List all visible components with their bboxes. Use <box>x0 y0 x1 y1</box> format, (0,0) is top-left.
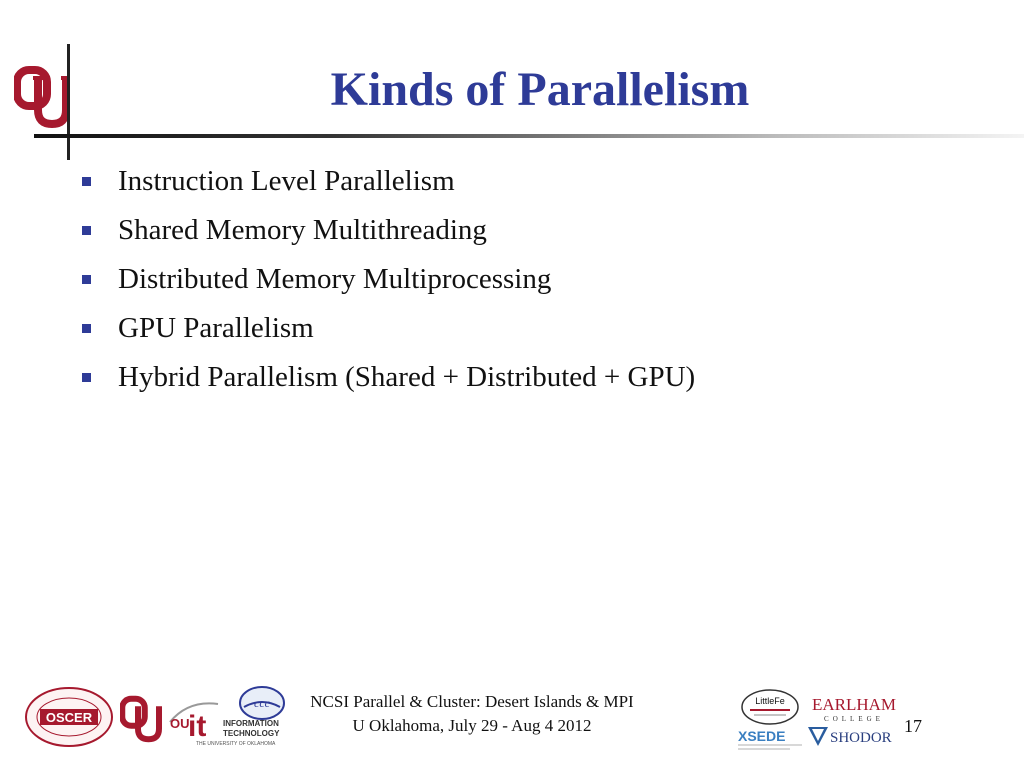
svg-text:THE UNIVERSITY OF OKLAHOMA: THE UNIVERSITY OF OKLAHOMA <box>196 741 276 747</box>
littlefe-logo-icon <box>740 688 800 726</box>
header-vertical-rule <box>67 44 70 160</box>
bullet-text: Shared Memory Multithreading <box>118 214 487 246</box>
ou-logo-icon <box>14 62 70 132</box>
list-item <box>80 358 695 407</box>
ou-footer-logo-icon <box>120 690 162 748</box>
bullet-text: Hybrid Parallelism (Shared + Distributed + GPU) <box>118 361 696 393</box>
svg-text:COLLEGE: COLLEGE <box>824 715 884 723</box>
footer-line-1: NCSI Parallel & Cluster: Desert Islands & MPI <box>310 692 634 711</box>
svg-text:XSEDE: XSEDE <box>738 728 786 744</box>
bullet-square-icon <box>82 226 91 235</box>
svg-text:LittleFe: LittleFe <box>755 696 785 706</box>
svg-text:SHODOR: SHODOR <box>830 730 892 746</box>
bullet-square-icon <box>82 275 91 284</box>
svg-text:EARLHAM: EARLHAM <box>811 695 897 714</box>
list-item <box>80 260 695 309</box>
svg-text:ccc: ccc <box>254 696 270 710</box>
shodor-logo-icon <box>806 724 904 748</box>
svg-text:OU: OU <box>170 716 190 731</box>
list-item <box>80 211 695 260</box>
bullet-square-icon <box>82 373 91 382</box>
bullet-list <box>80 162 695 407</box>
earlham-logo-icon <box>806 694 902 724</box>
svg-text:TECHNOLOGY: TECHNOLOGY <box>223 729 280 738</box>
bullet-text: Instruction Level Parallelism <box>118 165 455 197</box>
header-horizontal-rule <box>34 134 1024 138</box>
svg-text:OSCER: OSCER <box>45 710 93 725</box>
bullet-square-icon <box>82 177 91 186</box>
bullet-text: Distributed Memory Multiprocessing <box>118 263 552 295</box>
svg-text:INFORMATION: INFORMATION <box>223 719 279 728</box>
page-number: 17 <box>904 716 922 736</box>
bullet-text: GPU Parallelism <box>118 312 314 344</box>
bullet-square-icon <box>82 324 91 333</box>
list-item <box>80 162 695 211</box>
footer-line-2: U Oklahoma, July 29 - Aug 4 2012 <box>352 716 592 735</box>
oscer-logo-icon <box>24 686 114 748</box>
list-item <box>80 309 695 358</box>
svg-text:it: it <box>188 710 207 743</box>
footer-text <box>272 690 672 738</box>
xsede-logo-icon <box>736 726 808 752</box>
slide-title: Kinds of Parallelism <box>330 63 750 116</box>
